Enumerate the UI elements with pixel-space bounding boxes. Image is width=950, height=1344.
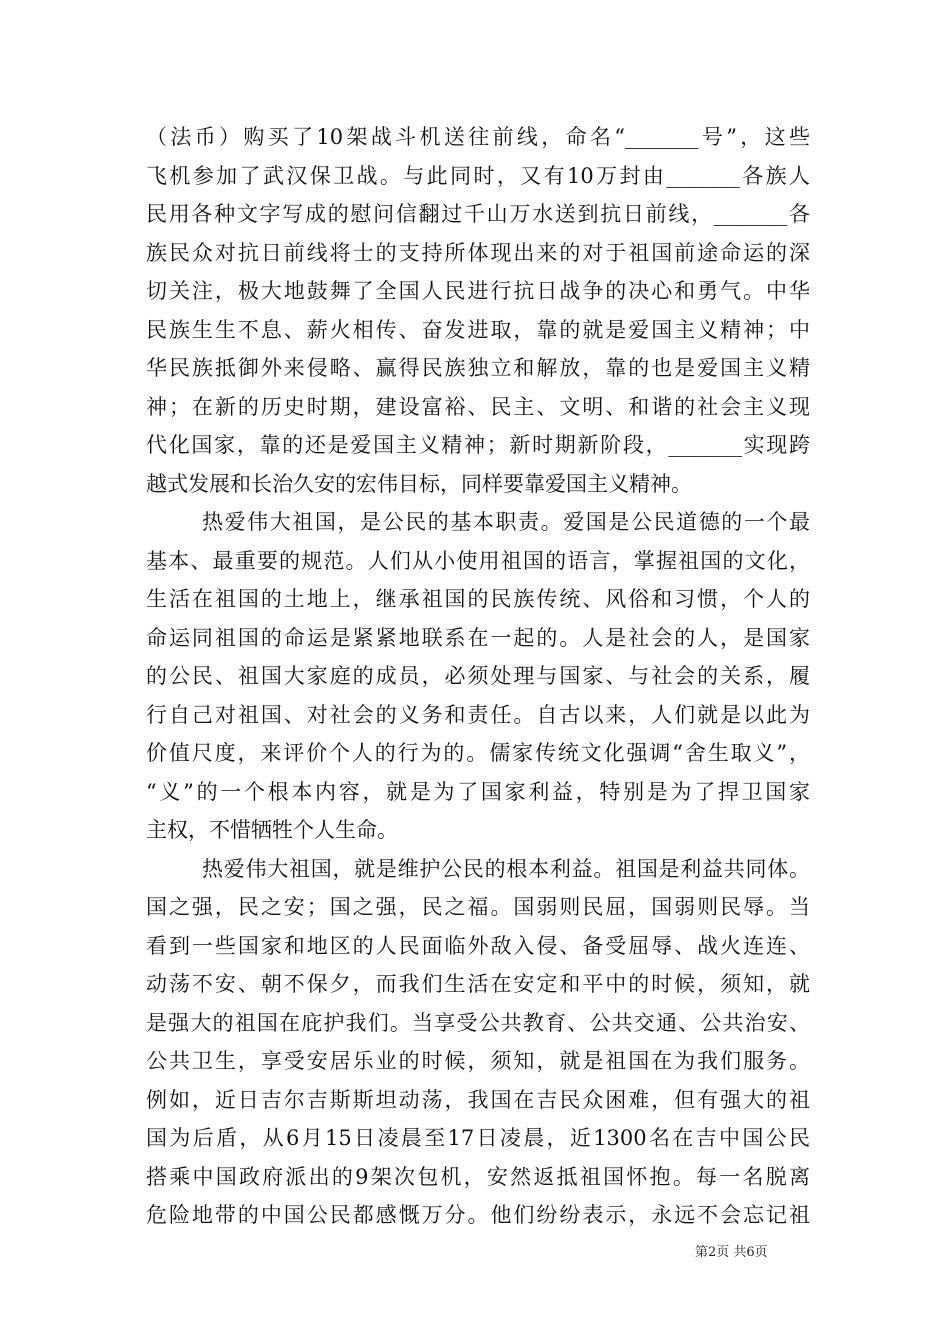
text-line: 命运同祖国的命运是紧紧地联系在一起的。人是社会的人，是国家	[146, 625, 810, 650]
text-line: 看到一些国家和地区的人民面临外敌入侵、备受屈辱、战火连连、	[146, 933, 810, 958]
text-line: 代化国家，靠的还是爱国主义精神；新时期新阶段，_______实现跨	[146, 433, 810, 457]
paragraph-first-line: 热爱伟大祖国，是公民的基本职责。爱国是公民道德的一个最	[202, 510, 810, 534]
paragraph-first-line: 热爱伟大祖国，就是维护公民的根本利益。祖国是利益共同体。	[202, 856, 810, 881]
text-line: 民用各种文字写成的慰问信翻过千山万水送到抗日前线，_______各	[146, 202, 810, 226]
text-line: “义”的一个根本内容，就是为了国家利益，特别是为了捍卫国家	[146, 779, 810, 804]
text-line: 危险地带的中国公民都感慨万分。他们纷纷表示，永远不会忘记祖	[146, 1203, 810, 1227]
text-line: （法币）购买了10架战斗机送往前线，命名“_______号”，这些	[146, 125, 810, 149]
text-line: 基本、最重要的规范。人们从小使用祖国的语言，掌握祖国的文化，	[146, 548, 810, 573]
text-line: 是强大的祖国在庇护我们。当享受公共教育、公共交通、公共治安、	[146, 1010, 810, 1035]
text-line: 例如，近日吉尔吉斯斯坦动荡，我国在吉民众困难，但有强大的祖	[146, 1087, 810, 1112]
text-line: 主权，不惜牺牲个人生命。	[146, 818, 398, 842]
text-line: 切关注，极大地鼓舞了全国人民进行抗日战争的决心和勇气。中华	[146, 279, 810, 303]
text-line: 华民族抵御外来侵略、赢得民族独立和解放，靠的也是爱国主义精	[146, 356, 810, 380]
text-line: 神；在新的历史时期，建设富裕、民主、文明、和谐的社会主义现	[146, 394, 810, 419]
text-line: 越式发展和长治久安的宏伟目标，同样要靠爱国主义精神。	[146, 471, 692, 496]
text-line: 国之强，民之安；国之强，民之福。国弱则民屈，国弱则民辱。当	[146, 895, 810, 919]
text-line: 搭乘中国政府派出的9架次包机，安然返抵祖国怀抱。每一名脱离	[146, 1164, 810, 1189]
text-line: 动荡不安、朝不保夕，而我们生活在安定和平中的时候，须知，就	[146, 972, 810, 996]
text-line: 族民众对抗日前线将士的支持所体现出来的对于祖国前途命运的深	[146, 240, 810, 265]
text-line: 民族生生不息、薪火相传、奋发进取，靠的就是爱国主义精神；中	[146, 317, 810, 342]
text-line: 的公民、祖国大家庭的成员，必须处理与国家、与社会的关系，履	[146, 664, 810, 688]
document-body	[146, 118, 810, 1235]
text-line: 公共卫生，享受安居乐业的时候，须知，就是祖国在为我们服务。	[146, 1049, 810, 1073]
text-line: 价值尺度，来评价个人的行为的。儒家传统文化强调“舍生取义”，	[146, 741, 810, 765]
text-line: 国为后盾，从6月15日凌晨至17日凌晨，近1300名在吉中国公民	[146, 1126, 810, 1150]
text-line: 飞机参加了武汉保卫战。与此同时，又有10万封由_______各族人	[146, 163, 810, 188]
text-line: 生活在祖国的土地上，继承祖国的民族传统、风俗和习惯，个人的	[146, 587, 810, 611]
text-line: 行自己对祖国、对社会的义务和责任。自古以来，人们就是以此为	[146, 702, 810, 727]
page-number-footer: 第2页 共6页	[695, 1245, 768, 1260]
